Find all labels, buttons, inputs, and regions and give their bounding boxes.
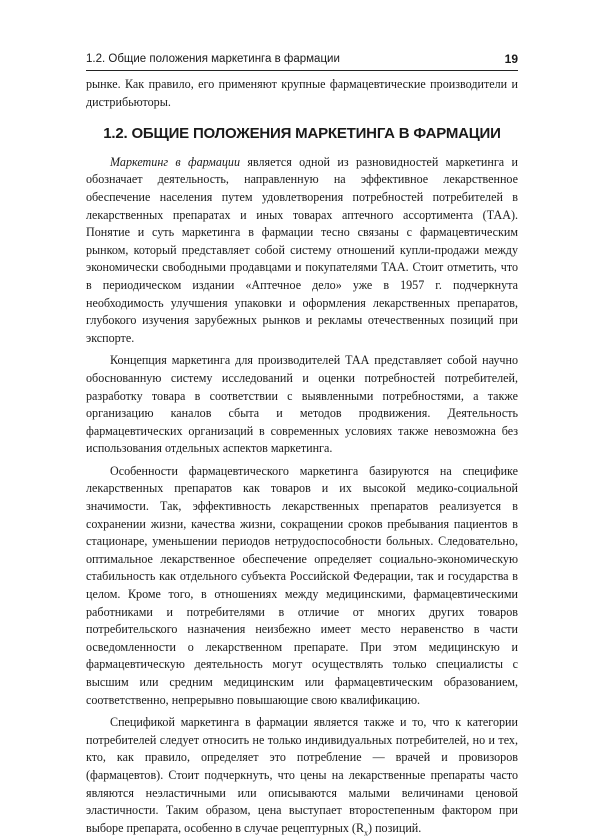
prescription-subscript: x bbox=[364, 828, 369, 837]
paragraph-2: Концепция маркетинга для производителей ТАА представляет собой научно обоснованную систему исследований и оценки потребностей потребителей, разработку товара в соответствии с выявленными потребностями, а также организацию каналов сбыта и методов продвижения. Деятельность фармацевтических организаций в современных условиях также невозможна без использования отдельных аспектов маркетинга. bbox=[86, 353, 518, 456]
paragraph-3: Особенности фармацевтического маркетинга базируются на специфике лекарственных препаратов как товаров и их высокой медико-социальной значимости. Так, эффективность лекарственных препаратов реализуется в сохранении жизни, качества жизни, сокращении сроков пребывания пациентов в стационаре, уменьшении периодов нетрудоспособности больных. Следовательно, оптимальное лекарственное обеспечение определяет социально-экономическую стабильность как отдельного субъекта Российской Федерации, так и государства в целом. Кроме того, в отношениях между медицинскими, фармацевтическими работниками и потребителями в отличие от многих других товаров потребительского назначения неизбежно имеет место неравенство в части осведомленности о лекарственном препарате. При этом медицинскую и фармацевтическую деятельность могут осуществлять только специалисты с высшим или средним медицинским или фармацевтическим образованием, соответственно, непрерывно повышающие свою квалификацию. bbox=[86, 463, 518, 707]
page-body bbox=[86, 76, 518, 837]
paragraph-4-tail: ) позиций. bbox=[368, 820, 422, 835]
page-number: 19 bbox=[504, 52, 518, 66]
section-heading: 1.2. ОБЩИЕ ПОЛОЖЕНИЯ МАРКЕТИНГА В ФАРМАЦИИ bbox=[103, 125, 501, 143]
paragraph-1 bbox=[86, 154, 518, 348]
running-head bbox=[86, 50, 518, 71]
paragraph-1-text: является одной из разновидностей маркетинга и обозначает деятельность, направленную на эффективное лекарственное обеспечение населения путем удовлетворения потребностей потребителей в лекарственных препаратах и иных товарах аптечного ассортимента (ТАА). Понятие и суть маркетинга в фармации тесно связаны с фармацевтическим рынком, который представляет собой систему отношений купли-продажи между экономически свободными продавцами и покупателями ТАА. Стоит отметить, что в периодическом издании «Аптечное дело» уже в 1957 г. подчеркнута необходимость улучшения упаковки и оформления лекарственных препаратов, глубокого изучения зарубежных рынков и рекламы отечественных позиций при экспорте. bbox=[86, 154, 518, 345]
intro-paragraph: рынке. Как правило, его применяют крупные фармацевтические производители и дистрибьюторы. bbox=[86, 77, 518, 109]
paragraph-4 bbox=[86, 714, 518, 837]
paragraph-4-text: Спецификой маркетинга в фармации является также и то, что к категории потребителей следует относить не только индивидуальных потребителей, но и тех, кто, как правило, определяет это потребление — врачей и провизоров (фармацевтов). Стоит подчеркнуть, что цены на лекарственные препараты часто являются неэластичными или описываются малыми величинами ценовой эластичности. Таким образом, цена выступает второстепенным фактором при выборе препарата, особенно в случае рецептурных (R bbox=[86, 715, 518, 835]
running-head-title: 1.2. Общие положения маркетинга в фармации bbox=[86, 53, 340, 65]
term-marketing-in-pharmacy: Маркетинг в фармации bbox=[110, 154, 241, 169]
